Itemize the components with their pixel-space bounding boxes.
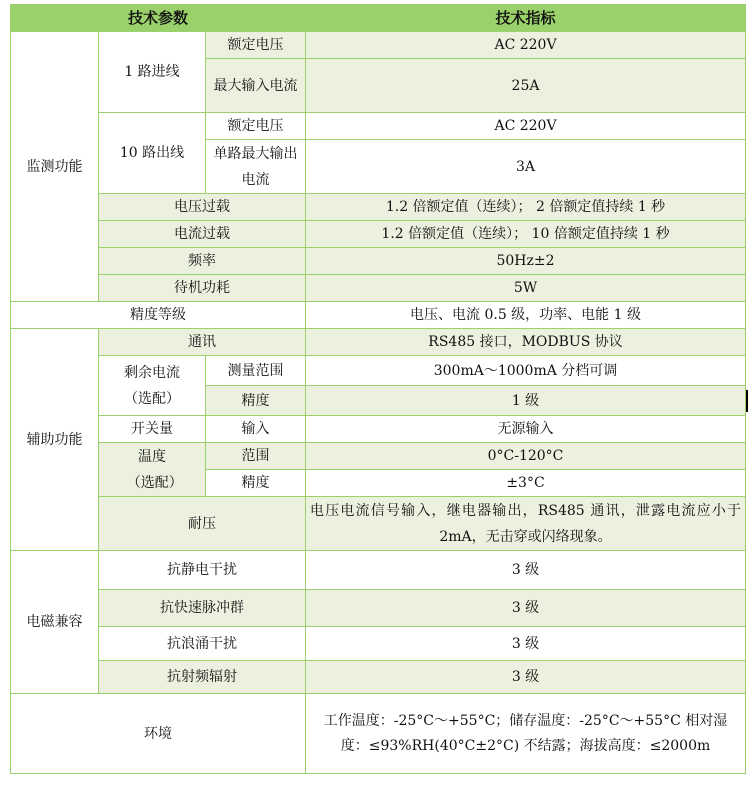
accuracy-value: 电压、电流 0.5 级，功率、电能 1 级 xyxy=(306,302,746,329)
table-row xyxy=(11,275,746,302)
residual-name xyxy=(99,356,206,416)
monitor-out-name: 10 路出线 xyxy=(99,113,206,194)
env-value: 工作温度：-25°C～+55°C；储存温度：-25°C～+55°C 相对湿度：≤93%RH(40°C±2°C) 不结露；海拔高度：≤2000m xyxy=(306,694,746,774)
surge-label: 抗浪涌干扰 xyxy=(99,627,306,661)
overcurrent-label: 电流过载 xyxy=(99,221,306,248)
header-param: 技术参数 xyxy=(11,5,306,32)
residual-name-text: 剩余电流（选配） xyxy=(123,364,180,407)
switch-name: 开关量 xyxy=(99,416,206,443)
text-cursor xyxy=(746,390,748,412)
env-label: 环境 xyxy=(11,694,306,774)
overvolt-label: 电压过载 xyxy=(99,194,306,221)
table-row xyxy=(11,694,746,774)
table-row xyxy=(11,113,746,140)
withstand-value: 电压电流信号输入，继电器输出，RS485 通讯，泄露电流应小于 2mA，无击穿或闪络现象。 xyxy=(306,497,746,551)
standby-value: 5W xyxy=(306,275,746,302)
overcurrent-value: 1.2 倍额定值（连续）； 10 倍额定值持续 1 秒 xyxy=(306,221,746,248)
withstand-label: 耐压 xyxy=(99,497,306,551)
group-aux: 辅助功能 xyxy=(11,329,99,551)
table-row xyxy=(11,443,746,470)
table-row xyxy=(11,248,746,275)
table-row xyxy=(11,551,746,590)
comm-label: 通讯 xyxy=(99,329,306,356)
monitor-out-i-label: 单路最大输出电流 xyxy=(206,140,306,194)
freq-label: 频率 xyxy=(99,248,306,275)
residual-acc-value: 1 级 xyxy=(306,386,746,416)
esd-label: 抗静电干扰 xyxy=(99,551,306,590)
eft-label: 抗快速脉冲群 xyxy=(99,590,306,627)
freq-value: 50Hz±2 xyxy=(306,248,746,275)
residual-range-label: 测量范围 xyxy=(206,356,306,386)
table-row xyxy=(11,302,746,329)
monitor-in-i-value: 25A xyxy=(306,59,746,113)
table-row xyxy=(11,627,746,661)
monitor-in-v-label: 额定电压 xyxy=(206,32,306,59)
temp-acc-value: ±3°C xyxy=(306,470,746,497)
table-row xyxy=(11,194,746,221)
temp-range-label: 范围 xyxy=(206,443,306,470)
monitor-in-i-label: 最大输入电流 xyxy=(206,59,306,113)
monitor-out-v-value: AC 220V xyxy=(306,113,746,140)
eft-value: 3 级 xyxy=(306,590,746,627)
monitor-in-v-value: AC 220V xyxy=(306,32,746,59)
table-row xyxy=(11,661,746,694)
group-emc: 电磁兼容 xyxy=(11,551,99,694)
residual-acc-label: 精度 xyxy=(206,386,306,416)
table-row xyxy=(11,590,746,627)
overvolt-value: 1.2 倍额定值（连续）； 2 倍额定值持续 1 秒 xyxy=(306,194,746,221)
monitor-out-v-label: 额定电压 xyxy=(206,113,306,140)
temp-acc-label: 精度 xyxy=(206,470,306,497)
table-row xyxy=(11,356,746,386)
table-row xyxy=(11,221,746,248)
esd-value: 3 级 xyxy=(306,551,746,590)
accuracy-label: 精度等级 xyxy=(11,302,306,329)
group-monitor: 监测功能 xyxy=(11,32,99,302)
table-row xyxy=(11,329,746,356)
temp-name xyxy=(99,443,206,497)
monitor-out-i-value: 3A xyxy=(306,140,746,194)
surge-value: 3 级 xyxy=(306,627,746,661)
temp-name-text: 温度（选配） xyxy=(126,448,183,491)
header-spec: 技术指标 xyxy=(306,5,746,32)
residual-range-value: 300mA～1000mA 分档可调 xyxy=(306,356,746,386)
monitor-in-name: 1 路进线 xyxy=(99,32,206,113)
table-header-row xyxy=(11,5,746,32)
table-row xyxy=(11,497,746,551)
standby-label: 待机功耗 xyxy=(99,275,306,302)
switch-in-value: 无源输入 xyxy=(306,416,746,443)
spec-table xyxy=(10,4,746,774)
rf-value: 3 级 xyxy=(306,661,746,694)
rf-label: 抗射频辐射 xyxy=(99,661,306,694)
comm-value: RS485 接口，MODBUS 协议 xyxy=(306,329,746,356)
temp-range-value: 0°C-120°C xyxy=(306,443,746,470)
table-row xyxy=(11,32,746,59)
table-row xyxy=(11,416,746,443)
switch-in-label: 输入 xyxy=(206,416,306,443)
